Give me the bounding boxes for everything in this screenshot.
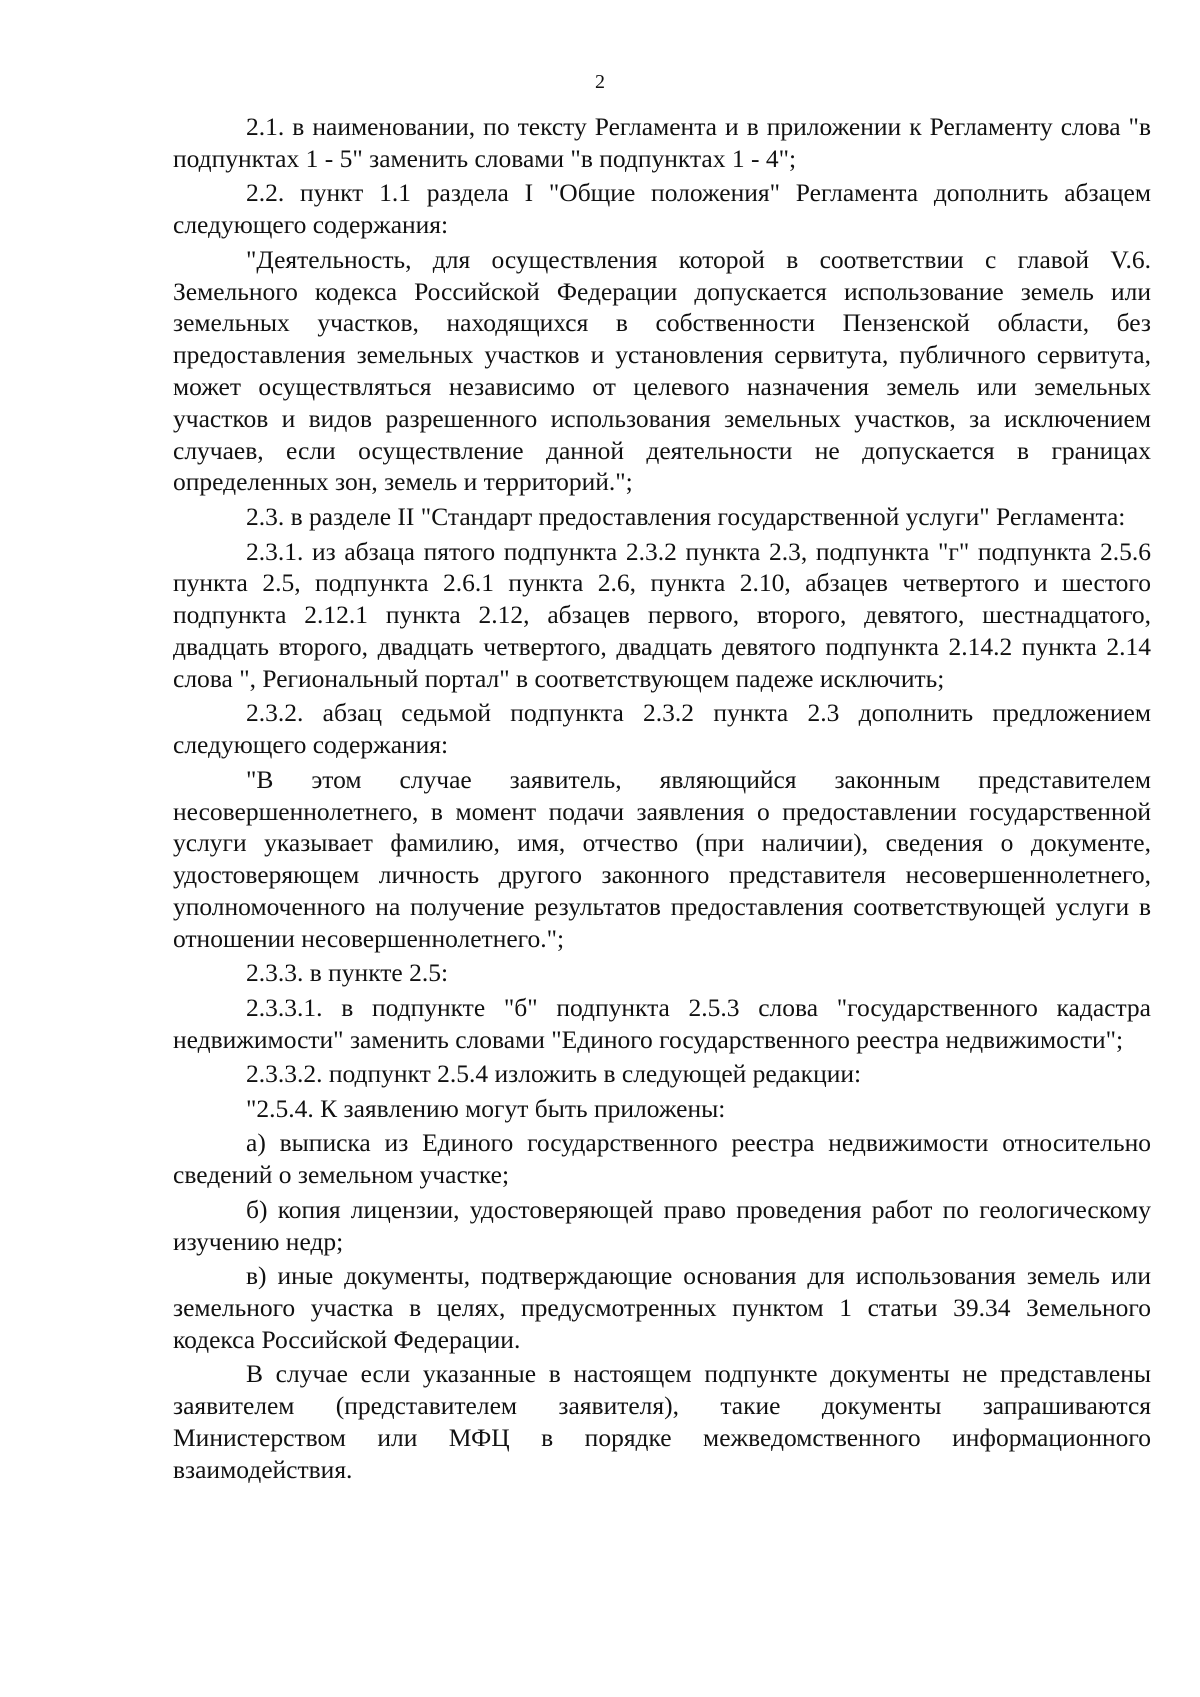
paragraph-2-3-3-2: 2.3.3.2. подпункт 2.5.4 изложить в следующей редакции:	[246, 1059, 862, 1089]
paragraph-2-3: 2.3. в разделе II "Стандарт предоставления государственной услуги" Регламента:	[246, 501, 1126, 531]
paragraph-2-3-2: 2.3.2. абзац седьмой подпункта 2.3.2 пункта 2.3 дополнить предложением следующего содержания:	[173, 698, 1151, 760]
paragraph-2-5-4: "2.5.4. К заявлению могут быть приложены:	[246, 1093, 726, 1123]
paragraph-quote-applicant: "В этом случае заявитель, являющийся законным представителем несовершеннолетнего, в момент подачи заявления о предоставлении государственной услуги указывает фамилию, имя, отчество (при наличии), сведения о документе, удостоверяющем личность другого законного представителя несовершеннолетнего, уполномоченного на получение результатов предоставления соответствующей услуги в отношении несовершеннолетнего.";	[173, 764, 1151, 953]
paragraph-2-3-3-1: 2.3.3.1. в подпункте "б" подпункта 2.5.3 слова "государственного кадастра недвижимости" заменить словами "Единого государственного реестра недвижимости";	[173, 992, 1151, 1054]
list-item-a: а) выписка из Единого государственного реестра недвижимости относительно сведений о земельном участке;	[173, 1128, 1151, 1190]
paragraph-2-2: 2.2. пункт 1.1 раздела I "Общие положения" Регламента дополнить абзацем следующего содержания:	[173, 178, 1151, 240]
paragraph-2-1: 2.1. в наименовании, по тексту Регламента и в приложении к Регламенту слова "в подпунктах 1 - 5" заменить словами "в подпунктах 1 - 4";	[173, 112, 1151, 173]
paragraph-2-3-1: 2.3.1. из абзаца пятого подпункта 2.3.2 пункта 2.3, подпункта "г" подпункта 2.5.6 пункта 2.5, подпункта 2.6.1 пункта 2.6, пункта 2.10, абзацев четвертого и шестого подпункта 2.12.1 пункта 2.12, абзацев первого, второго, девятого, шестнадцатого, двадцать второго, двадцать четвертого, двадцать девятого подпункта 2.14.2 пункта 2.14 слова ", Региональный портал" в соответствующем падеже исключить;	[173, 536, 1151, 693]
list-item-b: б) копия лицензии, удостоверяющей право проведения работ по геологическому изучению недр;	[173, 1194, 1151, 1256]
list-item-v: в) иные документы, подтверждающие основания для использования земель или земельного участка в целях, предусмотренных пунктом 1 статьи 39.34 Земельного кодекса Российской Федерации.	[173, 1261, 1151, 1354]
paragraph-documents-request: В случае если указанные в настоящем подпункте документы не представлены заявителем (представителем заявителя), такие документы запрашиваются Министерством или МФЦ в порядке межведомственного информационного взаимодействия.	[173, 1359, 1151, 1484]
paragraph-quote-activity: "Деятельность, для осуществления которой в соответствии с главой V.6. Земельного кодекса Российской Федерации допускается использование земель или земельных участков, находящихся в собственности Пензенской области, без предоставления земельных участков и установления сервитута, публичного сервитута, может осуществляться независимо от целевого назначения земель или земельных участков и видов разрешенного использования земельных участков, за исключением случаев, если осуществление данной деятельности не допускается в границах определенных зон, земель и территорий.";	[173, 244, 1151, 497]
paragraph-2-3-3: 2.3.3. в пункте 2.5:	[246, 958, 449, 988]
document-body	[173, 111, 1151, 1488]
page-number: 2	[595, 71, 605, 93]
